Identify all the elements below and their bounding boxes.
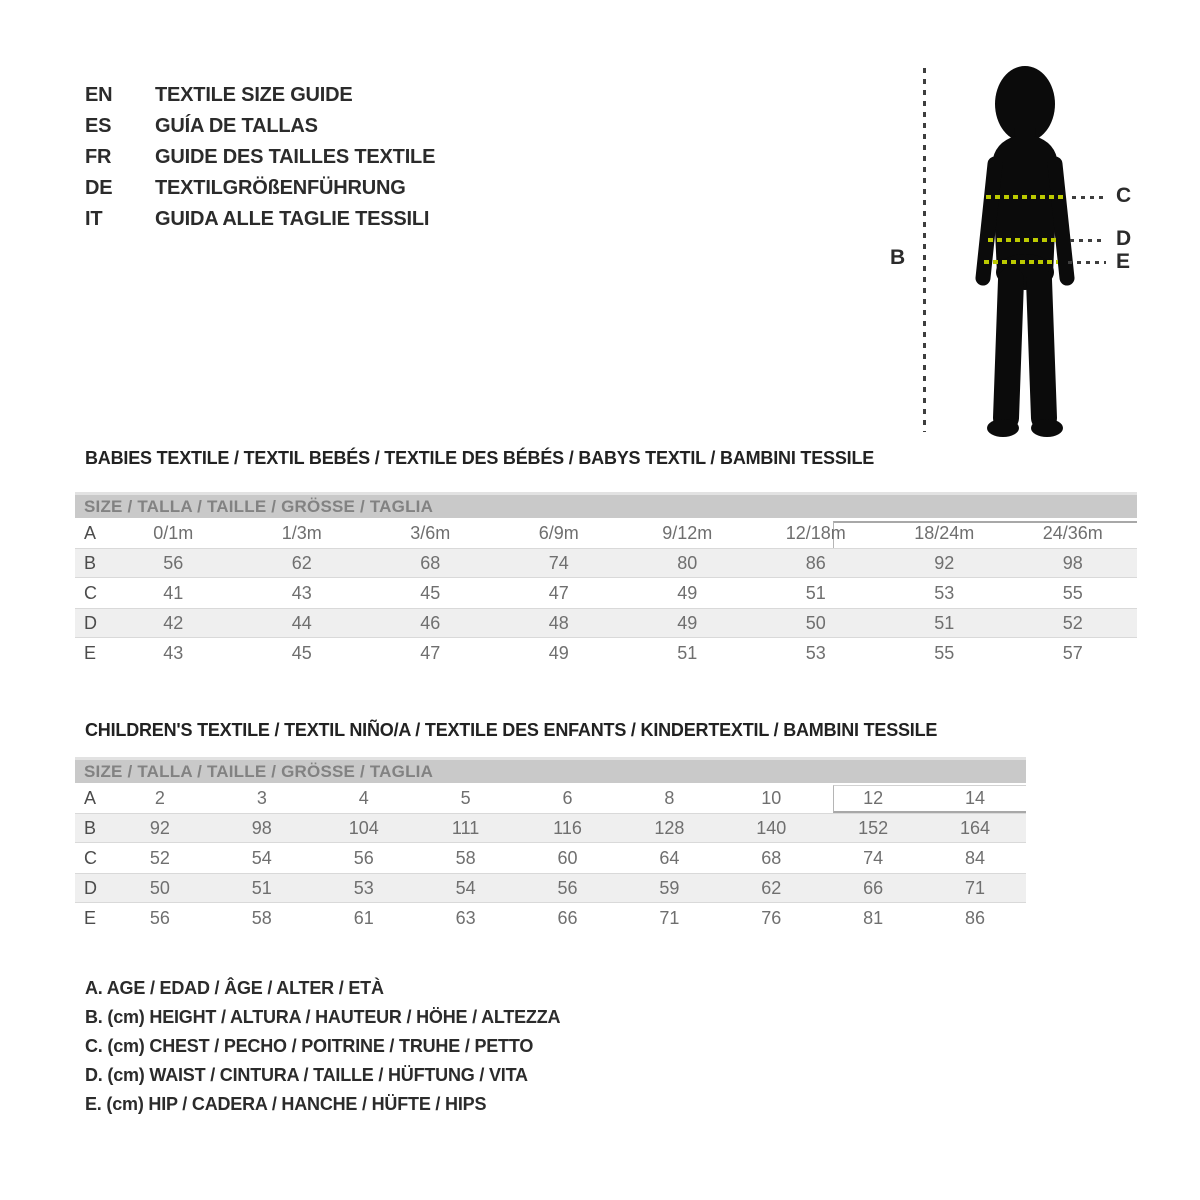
table-cell: 84 [965, 847, 986, 868]
hip-label: E [1116, 250, 1131, 273]
row-label: C [84, 847, 97, 868]
table-cell: 43 [291, 582, 312, 603]
table-cell: 10 [761, 787, 782, 808]
table-row-waist [75, 608, 1137, 638]
language-code: DE [85, 177, 113, 199]
table-cell: 48 [548, 612, 569, 633]
height-label: B [890, 246, 906, 269]
table-cell: 66 [863, 877, 884, 898]
table-cell: 14 [965, 787, 986, 808]
row-label: B [84, 817, 97, 838]
table-row-hip [75, 903, 1026, 933]
language-title: TEXTILE SIZE GUIDE [155, 84, 353, 106]
table-cell: 57 [1062, 642, 1083, 663]
table-cell: 41 [163, 582, 184, 603]
table-cell: 152 [858, 817, 889, 838]
size-header-bar: SIZE / TALLA / TAILLE / GRÖSSE / TAGLIA [75, 757, 1026, 783]
table-cell: 68 [761, 847, 782, 868]
table-row-age [75, 518, 1137, 548]
table-cell: 58 [455, 847, 476, 868]
table-cell: 52 [149, 847, 170, 868]
language-title: GUIDA ALLE TAGLIE TESSILI [155, 208, 430, 230]
table-cell: 12/18m [785, 522, 846, 543]
table-cell: 6/9m [538, 522, 579, 543]
table-cell: 63 [455, 907, 476, 928]
table-row-chest [75, 578, 1137, 608]
table-row-height [75, 548, 1137, 578]
row-label: B [84, 552, 97, 573]
table-cell: 92 [934, 552, 955, 573]
table-cell: 52 [1062, 612, 1083, 633]
language-row-it [85, 204, 435, 235]
hip-measure-line [984, 260, 1058, 264]
table-cell: 98 [1062, 552, 1083, 573]
table-cell: 62 [291, 552, 312, 573]
table-cell: 3 [256, 787, 267, 808]
table-cell: 43 [163, 642, 184, 663]
table-row-hip [75, 638, 1137, 668]
children-size-table [75, 757, 1026, 933]
row-label: E [84, 642, 97, 663]
table-cell: 64 [659, 847, 680, 868]
table-row-age [75, 783, 1026, 813]
table-cell: 4 [358, 787, 369, 808]
table-cell: 71 [659, 907, 680, 928]
waist-guide-line [1070, 239, 1106, 242]
table-cell: 128 [654, 817, 685, 838]
language-code: ES [85, 115, 112, 137]
row-label: C [84, 582, 97, 603]
table-cell: 1/3m [281, 522, 322, 543]
row-label: D [84, 877, 97, 898]
table-cell: 18/24m [914, 522, 975, 543]
table-cell: 56 [149, 907, 170, 928]
table-cell: 55 [934, 642, 955, 663]
table-cell: 0/1m [153, 522, 194, 543]
row-label: E [84, 907, 97, 928]
hip-guide-line [1068, 261, 1106, 264]
table-cell: 56 [163, 552, 184, 573]
table-cell: 47 [420, 642, 441, 663]
table-cell: 45 [291, 642, 312, 663]
table-cell: 92 [149, 817, 170, 838]
table-cell: 116 [553, 817, 582, 838]
table-cell: 98 [251, 817, 272, 838]
table-cell: 53 [934, 582, 955, 603]
table-cell: 51 [805, 582, 826, 603]
table-cell: 5 [460, 787, 471, 808]
table-cell: 2 [154, 787, 165, 808]
table-cell: 80 [677, 552, 698, 573]
table-cell: 49 [548, 642, 569, 663]
language-title: TEXTILGRÖßENFÜHRUNG [155, 177, 406, 199]
table-cell: 6 [562, 787, 573, 808]
table-cell: 68 [420, 552, 441, 573]
table-cell: 55 [1062, 582, 1083, 603]
table-cell: 53 [805, 642, 826, 663]
table-cell: 47 [548, 582, 569, 603]
language-code: EN [85, 84, 113, 106]
table-cell: 111 [451, 817, 480, 838]
chest-guide-line [1072, 196, 1106, 199]
table-cell: 71 [965, 877, 986, 898]
table-cell: 53 [353, 877, 374, 898]
table-row-chest [75, 843, 1026, 873]
table-cell: 86 [965, 907, 986, 928]
table-cell: 66 [557, 907, 578, 928]
language-list [85, 80, 435, 235]
waist-measure-line [988, 238, 1058, 242]
table-cell: 8 [664, 787, 675, 808]
table-cell: 81 [863, 907, 884, 928]
row-label: A [84, 522, 97, 543]
legend-age: A. AGE / EDAD / ÂGE / ALTER / ETÀ [85, 978, 384, 998]
table-cell: 49 [677, 612, 698, 633]
height-guide-line [923, 68, 926, 432]
legend-waist: D. (cm) WAIST / CINTURA / TAILLE / HÜFTUNG / VITA [85, 1065, 528, 1085]
table-cell: 51 [251, 877, 272, 898]
babies-size-table [75, 492, 1137, 668]
table-cell: 74 [863, 847, 884, 868]
language-row-es [85, 111, 435, 142]
table-cell: 50 [805, 612, 826, 633]
table-row-waist [75, 873, 1026, 903]
language-title: GUÍA DE TALLAS [155, 115, 318, 137]
table-cell: 24/36m [1042, 522, 1103, 543]
table-cell: 104 [348, 817, 379, 838]
language-row-de [85, 173, 435, 204]
table-cell: 51 [677, 642, 698, 663]
table-cell: 54 [455, 877, 476, 898]
language-code: FR [85, 146, 112, 168]
language-row-fr [85, 142, 435, 173]
table-cell: 61 [353, 907, 374, 928]
table-cell: 45 [420, 582, 441, 603]
child-silhouette-icon [970, 62, 1080, 440]
table-cell: 74 [548, 552, 569, 573]
language-row-en [85, 80, 435, 111]
table-cell: 51 [934, 612, 955, 633]
language-title: GUIDE DES TAILLES TEXTILE [155, 146, 436, 168]
language-code: IT [85, 208, 103, 230]
chest-measure-line [986, 195, 1064, 199]
waist-label: D [1116, 227, 1132, 250]
table-cell: 42 [163, 612, 184, 633]
chest-label: C [1116, 184, 1132, 207]
table-cell: 50 [149, 877, 170, 898]
table-cell: 9/12m [662, 522, 713, 543]
table-cell: 56 [557, 877, 578, 898]
legend-hip: E. (cm) HIP / CADERA / HANCHE / HÜFTE / HIPS [85, 1094, 487, 1114]
table-cell: 12 [863, 787, 884, 808]
table-cell: 3/6m [410, 522, 451, 543]
table-cell: 59 [659, 877, 680, 898]
row-label: D [84, 612, 97, 633]
table-cell: 54 [251, 847, 272, 868]
legend-height: B. (cm) HEIGHT / ALTURA / HAUTEUR / HÖHE / ALTEZZA [85, 1007, 561, 1027]
table-cell: 44 [291, 612, 312, 633]
babies-section-title: BABIES TEXTILE / TEXTIL BEBÉS / TEXTILE DES BÉBÉS / BABYS TEXTIL / BAMBINI TESSILE [85, 448, 875, 468]
table-cell: 164 [960, 817, 991, 838]
table-cell: 46 [420, 612, 441, 633]
children-section-title: CHILDREN'S TEXTILE / TEXTIL NIÑO/A / TEXTILE DES ENFANTS / KINDERTEXTIL / BAMBINI TESSILE [85, 720, 938, 740]
table-cell: 62 [761, 877, 782, 898]
table-cell: 140 [756, 817, 787, 838]
measurement-legend [85, 974, 560, 1119]
measurement-figure [860, 40, 1200, 460]
table-cell: 58 [251, 907, 272, 928]
legend-chest: C. (cm) CHEST / PECHO / POITRINE / TRUHE / PETTO [85, 1036, 534, 1056]
table-cell: 60 [557, 847, 578, 868]
table-cell: 76 [761, 907, 782, 928]
table-cell: 56 [353, 847, 374, 868]
table-row-height [75, 813, 1026, 843]
table-cell: 86 [805, 552, 826, 573]
size-header-bar: SIZE / TALLA / TAILLE / GRÖSSE / TAGLIA [75, 492, 1137, 518]
table-cell: 49 [677, 582, 698, 603]
row-label: A [84, 787, 97, 808]
